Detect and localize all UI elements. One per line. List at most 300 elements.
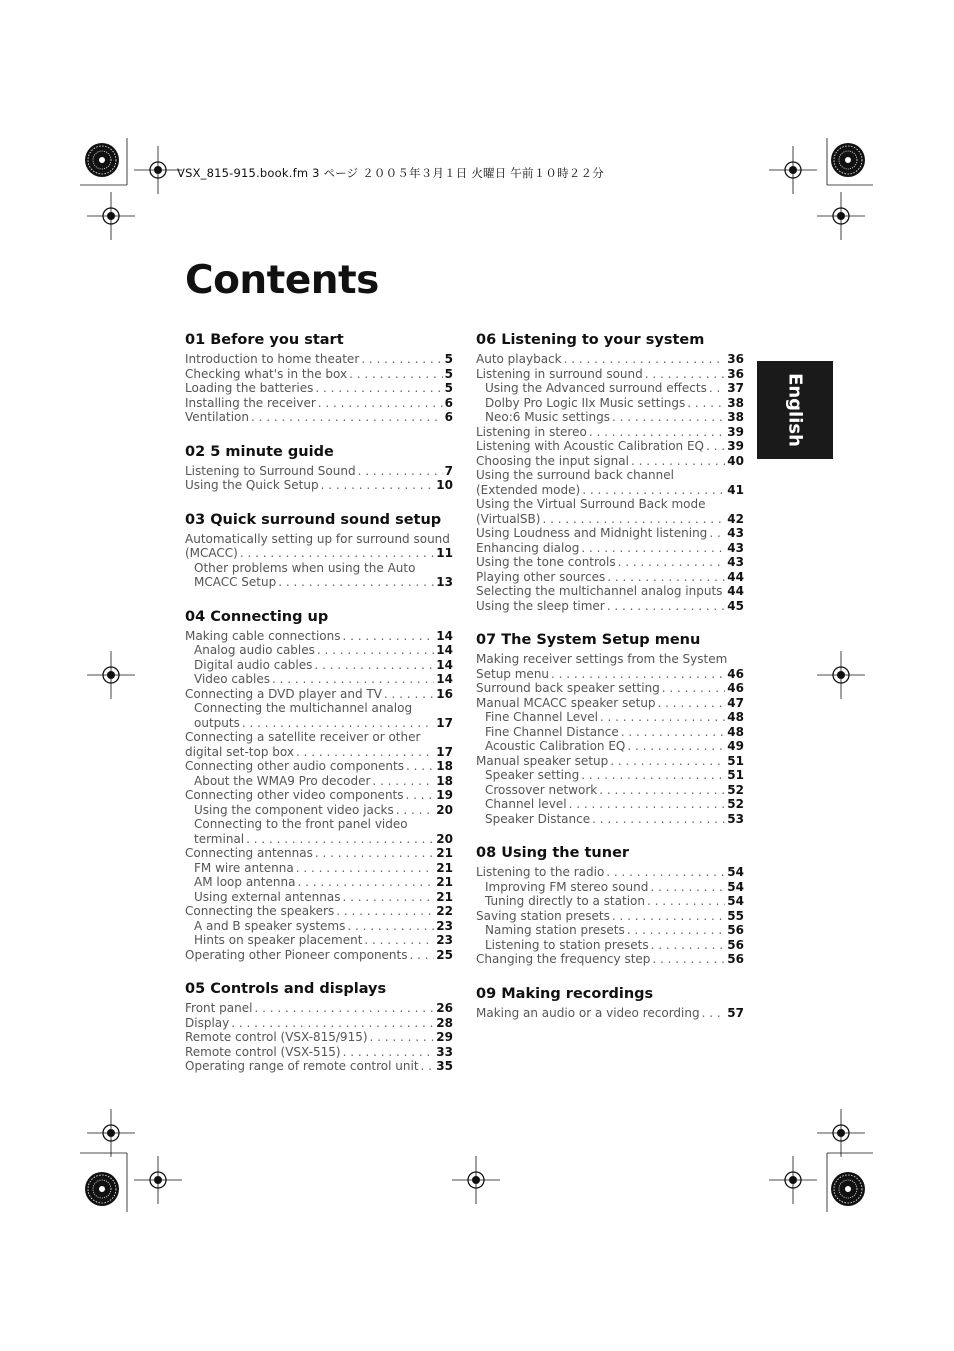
page-number: 14 bbox=[436, 643, 453, 657]
dot-leader bbox=[607, 599, 726, 614]
entry-title-continued: (MCACC) bbox=[185, 546, 238, 560]
entry-row bbox=[485, 797, 744, 812]
entry-title: Listening with Acoustic Calibration EQ bbox=[476, 439, 704, 453]
dot-leader bbox=[569, 797, 726, 812]
dot-leader bbox=[231, 1016, 434, 1031]
toc-entry[interactable] bbox=[476, 570, 744, 585]
entry-title: Connecting a DVD player and TV bbox=[185, 686, 382, 701]
page-number: 39 bbox=[727, 439, 744, 453]
section-heading: 04 Connecting up bbox=[185, 608, 329, 625]
toc-section bbox=[185, 980, 453, 1074]
page-number: 13 bbox=[436, 575, 453, 589]
toc-entry[interactable] bbox=[476, 381, 744, 396]
toc-section bbox=[185, 443, 453, 493]
dot-leader bbox=[582, 483, 725, 498]
toc-entry[interactable] bbox=[185, 1045, 453, 1060]
dot-leader bbox=[314, 658, 434, 673]
entry-title: Choosing the input signal bbox=[476, 453, 629, 468]
entry-title: Connecting to the front panel video bbox=[194, 817, 408, 831]
entry-title: Using the component video jacks bbox=[194, 802, 394, 817]
toc-entry[interactable] bbox=[185, 381, 453, 396]
entry-row bbox=[185, 478, 453, 493]
toc-entry[interactable] bbox=[185, 890, 453, 905]
page-number: 37 bbox=[727, 381, 744, 395]
dot-leader bbox=[658, 696, 726, 711]
entry-row bbox=[185, 546, 453, 561]
toc-entry[interactable] bbox=[476, 367, 744, 382]
page-number: 21 bbox=[436, 846, 453, 860]
toc-entry[interactable] bbox=[185, 687, 453, 702]
entry-row bbox=[194, 832, 453, 847]
entry-row bbox=[476, 454, 744, 469]
dot-leader bbox=[296, 745, 434, 760]
entry-row bbox=[185, 367, 453, 382]
toc-entry[interactable] bbox=[185, 643, 453, 658]
toc-entry[interactable] bbox=[185, 861, 453, 876]
entry-title: Listening in stereo bbox=[476, 424, 587, 439]
entry-row bbox=[485, 938, 744, 953]
dot-leader bbox=[254, 1001, 434, 1016]
dot-leader bbox=[317, 643, 434, 658]
toc-entry[interactable] bbox=[476, 555, 744, 570]
page-number: 16 bbox=[436, 686, 453, 701]
entry-row bbox=[485, 923, 744, 938]
page-number: 7 bbox=[444, 463, 453, 478]
dot-leader bbox=[651, 938, 726, 953]
entry-row bbox=[476, 541, 744, 556]
entry-title: Changing the frequency step bbox=[476, 952, 651, 966]
entry-title: Dolby Pro Logic IIx Music settings bbox=[485, 395, 686, 410]
entry-title: Surround back speaker setting bbox=[476, 681, 660, 695]
toc-entry[interactable] bbox=[185, 532, 453, 561]
entry-row bbox=[194, 919, 453, 934]
registration-mark-top-left bbox=[80, 138, 182, 240]
toc-entry[interactable] bbox=[185, 1016, 453, 1031]
toc-entry[interactable] bbox=[185, 759, 453, 774]
entry-row bbox=[476, 952, 744, 967]
toc-entry[interactable] bbox=[185, 730, 453, 759]
toc-entry[interactable] bbox=[476, 754, 744, 769]
toc-entry[interactable] bbox=[476, 681, 744, 696]
entry-row bbox=[194, 643, 453, 658]
entry-title: Manual MCACC speaker setup bbox=[476, 695, 656, 710]
entry-row bbox=[185, 1030, 453, 1045]
toc-entry[interactable] bbox=[476, 710, 744, 725]
toc-entry[interactable] bbox=[185, 658, 453, 673]
page-number: 36 bbox=[727, 352, 744, 366]
page-number: 17 bbox=[436, 744, 453, 759]
dot-leader bbox=[297, 875, 434, 890]
dot-leader bbox=[612, 410, 725, 425]
toc-entry[interactable] bbox=[476, 739, 744, 754]
entry-title: Auto playback bbox=[476, 352, 562, 366]
entry-title: Remote control (VSX-515) bbox=[185, 1044, 341, 1059]
entry-row bbox=[476, 512, 744, 527]
toc-entry[interactable] bbox=[476, 439, 744, 454]
entry-title: Acoustic Calibration EQ bbox=[485, 739, 626, 753]
dot-leader bbox=[358, 464, 443, 479]
entry-row bbox=[194, 658, 453, 673]
entry-row bbox=[485, 880, 744, 895]
page-number: 18 bbox=[436, 773, 453, 788]
entry-title: Connecting a satellite receiver or other bbox=[185, 730, 421, 744]
page-number: 56 bbox=[727, 923, 744, 937]
entry-title: Using the surround back channel bbox=[476, 468, 674, 482]
dot-leader bbox=[709, 526, 725, 541]
dot-leader bbox=[564, 352, 726, 367]
entry-title: Naming station presets bbox=[485, 923, 625, 937]
entry-title: Fine Channel Level bbox=[485, 710, 598, 724]
page-number: 48 bbox=[727, 724, 744, 739]
dot-leader bbox=[315, 381, 442, 396]
entry-row bbox=[476, 667, 744, 682]
entry-title-continued: (VirtualSB) bbox=[476, 511, 541, 526]
toc-entry[interactable] bbox=[185, 817, 453, 846]
entry-title: Analog audio cables bbox=[194, 643, 315, 657]
dot-leader bbox=[343, 1045, 435, 1060]
language-tab-label: English bbox=[784, 373, 806, 447]
page-number: 51 bbox=[727, 753, 744, 768]
page-number: 41 bbox=[727, 482, 744, 497]
page-number: 51 bbox=[727, 768, 744, 782]
entry-title: Fine Channel Distance bbox=[485, 724, 619, 739]
toc-entry[interactable] bbox=[476, 909, 744, 924]
page-number: 43 bbox=[727, 555, 744, 569]
entry-row bbox=[476, 570, 744, 585]
toc-entry[interactable] bbox=[185, 948, 453, 963]
toc-entry[interactable] bbox=[476, 1006, 744, 1021]
toc-entry[interactable] bbox=[476, 352, 744, 367]
toc-entry[interactable] bbox=[185, 352, 453, 367]
dot-leader bbox=[406, 788, 435, 803]
entry-row bbox=[194, 774, 453, 789]
dot-leader bbox=[296, 861, 435, 876]
page-number: 14 bbox=[436, 628, 453, 643]
page-number: 54 bbox=[727, 894, 744, 908]
dot-leader bbox=[372, 774, 434, 789]
toc-section bbox=[476, 844, 744, 967]
dot-leader bbox=[410, 948, 435, 963]
toc-section bbox=[476, 331, 744, 613]
dot-leader bbox=[606, 865, 725, 880]
page-number: 57 bbox=[727, 1005, 744, 1020]
toc-entry[interactable] bbox=[185, 933, 453, 948]
entry-title: Crossover network bbox=[485, 782, 598, 797]
toc-entry[interactable] bbox=[476, 425, 744, 440]
entry-title: Using the Advanced surround effects bbox=[485, 381, 707, 395]
toc-entry[interactable] bbox=[476, 797, 744, 812]
section-heading: 08 Using the tuner bbox=[476, 845, 630, 861]
entry-row bbox=[194, 933, 453, 948]
entry-title: Making an audio or a video recording bbox=[476, 1005, 700, 1020]
dot-leader bbox=[384, 687, 434, 702]
registration-mark-bottom-left bbox=[80, 1109, 182, 1212]
page-number: 6 bbox=[444, 410, 453, 424]
toc-entry[interactable] bbox=[185, 846, 453, 861]
entry-row bbox=[485, 739, 744, 754]
entry-row bbox=[185, 1059, 453, 1074]
dot-leader bbox=[627, 923, 726, 938]
entry-title: Making receiver settings from the System bbox=[476, 652, 728, 666]
page-number: 25 bbox=[436, 947, 453, 962]
page-number: 22 bbox=[436, 904, 453, 918]
toc-section bbox=[185, 608, 453, 963]
toc-entry[interactable] bbox=[185, 464, 453, 479]
toc-entry[interactable] bbox=[476, 768, 744, 783]
page-number: 56 bbox=[727, 937, 744, 952]
registration-mark-bottom-right bbox=[769, 1109, 873, 1212]
entry-title: Loading the batteries bbox=[185, 381, 314, 395]
dot-leader bbox=[592, 812, 725, 827]
toc-entry[interactable] bbox=[185, 919, 453, 934]
page-number: 40 bbox=[727, 453, 744, 468]
toc-entry[interactable] bbox=[476, 812, 744, 827]
entry-row bbox=[185, 788, 453, 803]
toc-entry[interactable] bbox=[476, 652, 744, 681]
page-number: 36 bbox=[727, 366, 744, 381]
entry-row bbox=[185, 759, 453, 774]
toc-entry[interactable] bbox=[476, 880, 744, 895]
toc-entry[interactable] bbox=[476, 599, 744, 614]
dot-leader bbox=[647, 894, 725, 909]
toc-entry[interactable] bbox=[185, 788, 453, 803]
entry-row bbox=[485, 783, 744, 798]
entry-row bbox=[185, 687, 453, 702]
entry-row bbox=[485, 396, 744, 411]
entry-title: Introduction to home theater bbox=[185, 352, 360, 366]
dot-leader bbox=[342, 890, 434, 905]
toc-entry[interactable] bbox=[476, 468, 744, 497]
entry-title: Enhancing dialog bbox=[476, 540, 580, 555]
toc-entry[interactable] bbox=[476, 894, 744, 909]
page-number: 28 bbox=[436, 1015, 453, 1030]
page-number: 39 bbox=[727, 424, 744, 439]
dot-leader bbox=[361, 352, 442, 367]
entry-row bbox=[485, 725, 744, 740]
dot-leader bbox=[321, 478, 435, 493]
entry-row bbox=[485, 381, 744, 396]
entry-title: Using external antennas bbox=[194, 889, 341, 904]
entry-title: A and B speaker systems bbox=[194, 918, 346, 933]
entry-title: Automatically setting up for surround sound bbox=[185, 531, 450, 546]
dot-leader bbox=[396, 803, 435, 818]
dot-leader bbox=[618, 555, 726, 570]
dot-leader bbox=[278, 575, 434, 590]
toc-entry[interactable] bbox=[185, 367, 453, 382]
entry-row bbox=[194, 716, 453, 731]
entry-title: Display bbox=[185, 1015, 230, 1030]
entry-row bbox=[194, 672, 453, 687]
page-number: 53 bbox=[727, 811, 744, 826]
page-number: 49 bbox=[727, 739, 744, 753]
entry-row bbox=[185, 464, 453, 479]
toc-entry[interactable] bbox=[476, 696, 744, 711]
page-number: 5 bbox=[444, 352, 453, 366]
entry-title: Other problems when using the Auto bbox=[194, 560, 416, 575]
entry-title: FM wire antenna bbox=[194, 860, 294, 875]
entry-row bbox=[185, 948, 453, 963]
entry-row bbox=[476, 555, 744, 570]
entry-title: Video cables bbox=[194, 672, 270, 686]
toc-entry[interactable] bbox=[476, 454, 744, 469]
entry-title: Hints on speaker placement bbox=[194, 933, 363, 947]
page-number: 46 bbox=[727, 666, 744, 681]
dot-leader bbox=[364, 933, 434, 948]
toc-section bbox=[185, 511, 453, 590]
entry-title: Connecting the speakers bbox=[185, 904, 335, 918]
page-number: 29 bbox=[436, 1030, 453, 1044]
toc-entry[interactable] bbox=[185, 1059, 453, 1074]
page-number: 54 bbox=[727, 879, 744, 894]
entry-title: Listening to station presets bbox=[485, 937, 649, 952]
entry-row bbox=[185, 745, 453, 760]
entry-title: Operating range of remote control unit bbox=[185, 1059, 419, 1073]
dot-leader bbox=[343, 629, 435, 644]
toc-entry[interactable] bbox=[476, 396, 744, 411]
entry-row bbox=[185, 410, 453, 425]
dot-leader bbox=[349, 367, 443, 382]
page-number: 26 bbox=[436, 1001, 453, 1015]
entry-row bbox=[476, 367, 744, 382]
page-number: 48 bbox=[727, 710, 744, 724]
dot-leader bbox=[706, 439, 725, 454]
page-number: 10 bbox=[436, 478, 453, 492]
entry-title: Manual speaker setup bbox=[476, 753, 609, 768]
page-number: 52 bbox=[727, 782, 744, 797]
toc-entry[interactable] bbox=[185, 396, 453, 411]
toc-entry[interactable] bbox=[476, 497, 744, 526]
page-number: 43 bbox=[727, 540, 744, 555]
entry-title: Making cable connections bbox=[185, 628, 341, 643]
dot-leader bbox=[650, 880, 725, 895]
page-number: 44 bbox=[727, 569, 744, 584]
entry-row bbox=[185, 1016, 453, 1031]
toc-section bbox=[185, 331, 453, 425]
toc-entry[interactable] bbox=[476, 410, 744, 425]
entry-title: Improving FM stereo sound bbox=[485, 879, 649, 894]
dot-leader bbox=[406, 759, 434, 774]
page-number: 46 bbox=[727, 681, 744, 695]
dot-leader bbox=[607, 570, 725, 585]
entry-row bbox=[485, 812, 744, 827]
toc-entry[interactable] bbox=[185, 803, 453, 818]
file-header-line: VSX_815-915.book.fm 3 ページ ２００５年３月１日 火曜日 午前１０時２２分 bbox=[177, 166, 604, 180]
toc-entry[interactable] bbox=[185, 561, 453, 590]
page-number: 14 bbox=[436, 672, 453, 686]
toc-entry[interactable] bbox=[476, 526, 744, 541]
page-number: 52 bbox=[727, 797, 744, 811]
entry-row bbox=[194, 575, 453, 590]
entry-row bbox=[476, 696, 744, 711]
entry-title: Digital audio cables bbox=[194, 657, 313, 672]
dot-leader bbox=[272, 672, 434, 687]
toc-entry[interactable] bbox=[476, 584, 744, 599]
toc-entry[interactable] bbox=[185, 774, 453, 789]
toc-entry[interactable] bbox=[185, 875, 453, 890]
entry-row bbox=[194, 861, 453, 876]
entry-title: Using the Quick Setup bbox=[185, 478, 319, 492]
dot-leader bbox=[612, 909, 725, 924]
dot-leader bbox=[251, 410, 443, 425]
dot-leader bbox=[627, 739, 725, 754]
language-tab bbox=[757, 361, 833, 459]
entry-row bbox=[185, 629, 453, 644]
entry-row bbox=[185, 352, 453, 367]
entry-title: Connecting antennas bbox=[185, 846, 313, 860]
page-number: 5 bbox=[444, 366, 453, 381]
toc-entry[interactable] bbox=[476, 938, 744, 953]
entry-row bbox=[194, 875, 453, 890]
toc-entry[interactable] bbox=[185, 410, 453, 425]
entry-row bbox=[485, 410, 744, 425]
toc-entry[interactable] bbox=[185, 478, 453, 493]
section-heading: 03 Quick surround sound setup bbox=[185, 511, 442, 528]
page-number: 20 bbox=[436, 831, 453, 846]
entry-row bbox=[476, 1006, 744, 1021]
entry-row bbox=[485, 768, 744, 783]
toc-section bbox=[476, 985, 744, 1021]
dot-leader bbox=[318, 396, 443, 411]
page-number: 11 bbox=[436, 546, 453, 560]
entry-title: Saving station presets bbox=[476, 908, 610, 923]
entry-title: Front panel bbox=[185, 1001, 253, 1015]
entry-row bbox=[485, 710, 744, 725]
registration-mark-mid-right bbox=[817, 651, 865, 699]
toc-entry[interactable] bbox=[185, 701, 453, 730]
page-number: 33 bbox=[436, 1044, 453, 1059]
entry-row bbox=[476, 584, 744, 599]
page-number: 43 bbox=[727, 526, 744, 540]
dot-leader bbox=[687, 396, 725, 411]
toc-entry[interactable] bbox=[185, 629, 453, 644]
toc-column-right bbox=[476, 331, 744, 1038]
page-number: 20 bbox=[436, 802, 453, 817]
dot-leader bbox=[709, 381, 725, 396]
toc-entry[interactable] bbox=[185, 672, 453, 687]
dot-leader bbox=[421, 1059, 435, 1074]
toc-entry[interactable] bbox=[476, 725, 744, 740]
toc-entry[interactable] bbox=[476, 865, 744, 880]
dot-leader bbox=[662, 681, 726, 696]
entry-title: Tuning directly to a station bbox=[485, 894, 645, 908]
entry-title: Connecting other audio components bbox=[185, 759, 404, 773]
entry-title: Selecting the multichannel analog inputs bbox=[476, 584, 723, 598]
toc-entry[interactable] bbox=[185, 1030, 453, 1045]
entry-title: AM loop antenna bbox=[194, 875, 296, 889]
entry-row bbox=[185, 396, 453, 411]
entry-row bbox=[185, 904, 453, 919]
entry-row bbox=[185, 846, 453, 861]
page-number: 14 bbox=[436, 657, 453, 672]
toc-entry[interactable] bbox=[185, 1001, 453, 1016]
dot-leader bbox=[724, 584, 725, 599]
entry-title-continued: outputs bbox=[194, 715, 240, 730]
page-number: 38 bbox=[727, 395, 744, 410]
dot-leader bbox=[645, 367, 726, 382]
page-number: 54 bbox=[727, 865, 744, 879]
entry-row bbox=[185, 381, 453, 396]
toc-entry[interactable] bbox=[476, 783, 744, 798]
toc-entry[interactable] bbox=[476, 923, 744, 938]
entry-row bbox=[194, 890, 453, 905]
toc-entry[interactable] bbox=[476, 952, 744, 967]
entry-title: Channel level bbox=[485, 797, 567, 811]
dot-leader bbox=[621, 725, 726, 740]
toc-entry[interactable] bbox=[185, 904, 453, 919]
toc-entry[interactable] bbox=[476, 541, 744, 556]
dot-leader bbox=[246, 832, 434, 847]
entry-title: Ventilation bbox=[185, 410, 249, 424]
